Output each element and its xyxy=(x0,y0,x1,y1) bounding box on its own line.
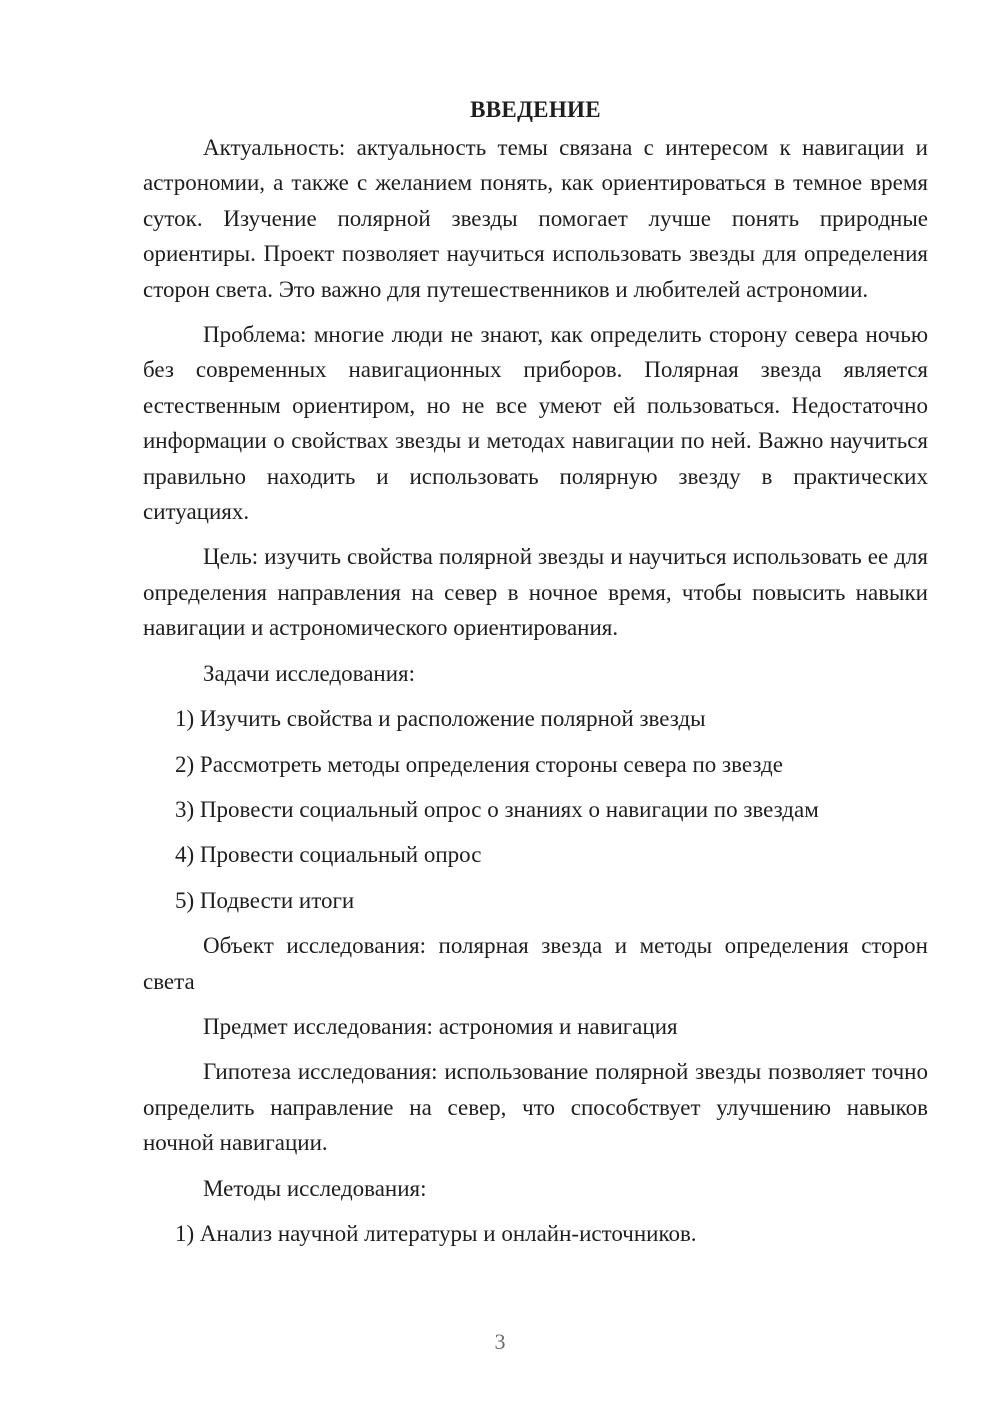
page-number: 3 xyxy=(494,1329,506,1354)
task-item: 3) Провести социальный опрос о знаниях о навигации по звездам xyxy=(175,796,819,822)
task-item: 4) Провести социальный опрос xyxy=(175,842,482,868)
method-item: 1) Анализ научной литературы и онлайн-источников. xyxy=(175,1220,697,1246)
hypothesis-paragraph: Гипотеза исследования: использование полярной звезды позволяет точно определить направление на север, что способствует улучшению навыков ночной навигации. xyxy=(143,1059,928,1156)
goal-paragraph: Цель: изучить свойства полярной звезды и научиться использовать ее для определения направления на север в ночное время, чтобы повысить навыки навигации и астрономического ориентирования. xyxy=(143,544,928,641)
task-item: 1) Изучить свойства и расположение полярной звезды xyxy=(175,706,706,732)
document-page xyxy=(143,92,928,1251)
task-item: 2) Рассмотреть методы определения стороны севера по звезде xyxy=(175,751,783,777)
methods-heading: Методы исследования: xyxy=(203,1175,427,1201)
task-item: 5) Подвести итоги xyxy=(175,887,355,913)
subject-paragraph: Предмет исследования: астрономия и навигация xyxy=(203,1013,678,1039)
tasks-heading: Задачи исследования: xyxy=(203,660,416,686)
object-paragraph: Объект исследования: полярная звезда и методы определения сторон света xyxy=(143,933,928,994)
relevance-paragraph: Актуальность: актуальность темы связана с интересом к навигации и астрономии, а также с желанием понять, как ориентироваться в темное время суток. Изучение полярной звезды помогает лучше понять природные ориентиры. Проект позволяет научиться использовать звезды для определения сторон света. Это важно для путешественников и любителей астрономии. xyxy=(143,135,928,302)
problem-paragraph: Проблема: многие люди не знают, как определить сторону севера ночью без современных навигационных приборов. Полярная звезда является естественным ориентиром, но не все умеют ей пользоваться. Недостаточно информации о свойствах звезды и методах навигации по ней. Важно научиться правильно находить и использовать полярную звезду в практических ситуациях. xyxy=(143,322,928,525)
page-title: ВВЕДЕНИЕ xyxy=(470,97,601,122)
